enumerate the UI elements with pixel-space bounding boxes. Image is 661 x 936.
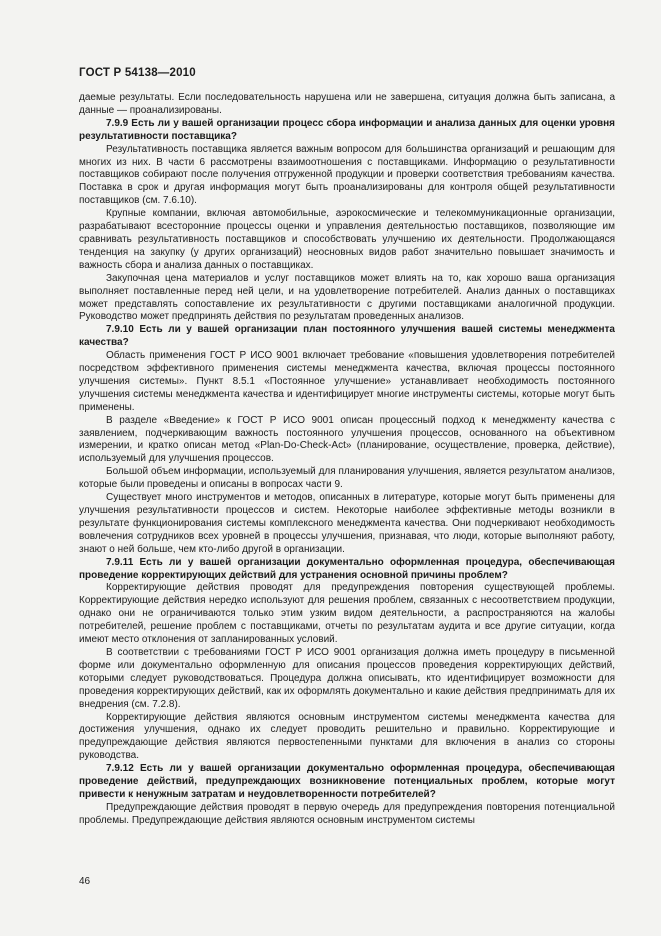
section-heading-7-9-10: 7.9.10 Есть ли у вашей организации план постоянного улучшения вашей системы менеджмента качества? — [79, 324, 615, 349]
paragraph: Корректирующие действия являются основным инструментом системы менеджмента качества для достижения улучшения, однако их следует проводить решительно и правильно. Корректирующие и предупреждающие действия являются первостепенными пунктами для включения в анализ со стороны руководства. — [79, 711, 615, 762]
paragraph: Результативность поставщика является важным вопросом для большинства организаций и решающим для многих из них. В части 6 рассмотрены взаимоотношения с поставщиками. Информацию о результативности поставщиков собирают после получения отгруженной продукции и проверки соответствия требованиям качества. Поставка в срок и другая информация могут быть проанализированы для контроля общей результативности поставщиков (см. 7.6.10). — [79, 143, 615, 207]
paragraph: В разделе «Введение» к ГОСТ Р ИСО 9001 описан процессный подход к менеджменту качества с заявлением, подчеркивающим важность постоянного улучшения процессов, основанного на объективном измерении, и кратко описан метод «Plan-Do-Check-Act» (планирование, осуществление, проверка, действие), используемый для улучшения процессов. — [79, 414, 615, 465]
paragraph: Закупочная цена материалов и услуг поставщиков может влиять на то, как хорошо ваша организация выполняет поставленные перед ней цели, и на удовлетворение потребителей. Анализ данных о поставщиках может представлять сопоставление их результативности с другими поставщиками аналогичной продукции. Руководство может предпринять действия по результатам проведенных анализов. — [79, 272, 615, 323]
paragraph: Корректирующие действия проводят для предупреждения повторения существующей проблемы. Корректирующие действия нередко используют для решения проблем, связанных с несоответствием продукции, однако они не ограничиваются только этим узким видом деятельности, а распространяются на жалобы потребителей, решение проблем с поставщиками, отчеты по результатам аудита и все другие ситуации, когда имеют место отклонения от запланированных условий. — [79, 582, 615, 646]
paragraph: Существует много инструментов и методов, описанных в литературе, которые могут быть применены для улучшения результативности процессов и систем. Некоторые наиболее эффективные методы возникли в результате функционирования системы комплексного менеджмента качества. Они подчеркивают необходимость вовлечения сотрудников всех уровней в процессы улучшения, признавая, что люди, которые выполняют работу, знают о ней больше, чем кто-либо другой в организации. — [79, 492, 615, 555]
paragraph: Крупные компании, включая автомобильные, аэрокосмические и телекоммуникационные организации, разрабатывают всесторонние процессы оценки и управления деятельностью поставщиков, позволяющие им сравнивать результативность поставщиков и способствовать улучшению их деятельности. Продолжающаяся тенденция на закупку (у других организаций) неосновных видов работ значительно повышает значимость и важность сбора и анализа данных о поставщиках. — [79, 208, 615, 271]
paragraph: Область применения ГОСТ Р ИСО 9001 включает требование «повышения удовлетворения потребителей посредством эффективного применения системы менеджмента качества, включая процессы постоянного улучшения системы». Пункт 8.5.1 «Постоянное улучшение» устанавливает необходимость постоянного улучшения системы менеджмента качества и идентифицирует многие инструменты системы, которые могут быть применены. — [79, 350, 615, 413]
paragraph: В соответствии с требованиями ГОСТ Р ИСО 9001 организация должна иметь процедуру в письменной форме или документально оформленную для описания процессов проведения корректирующих действий, которыми следует руководствоваться. Процедура должна описывать, кто идентифицирует возможности для проведения корректирующих действий, как их оформлять документально и какие действия предпринимать для их внедрения (см. 7.2.8). — [79, 646, 615, 710]
section-heading-7-9-11: 7.9.11 Есть ли у вашей организации документально оформленная процедура, обеспечивающая проведение корректирующих действий для устранения основной причины проблем? — [79, 556, 615, 581]
paragraph: даемые результаты. Если последовательность нарушена или не завершена, ситуация должна быть записана, а данные — проанализированы. — [79, 92, 615, 116]
body-text — [79, 92, 615, 828]
document-header: ГОСТ Р 54138—2010 — [79, 67, 196, 79]
section-heading-7-9-12: 7.9.12 Есть ли у вашей организации документально оформленная процедура, обеспечивающая проведение действий, предупреждающих возникновение потенциальных проблем, которые могут привести к ненужным затратам и неудовлетворенности потребителей? — [79, 763, 615, 800]
paragraph: Предупреждающие действия проводят в первую очередь для предупреждения повторения потенциальной проблемы. Предупреждающие действия являются основным инструментом системы — [79, 801, 615, 826]
section-heading-7-9-9: 7.9.9 Есть ли у вашей организации процесс сбора информации и анализа данных для оценки уровня результативности поставщика? — [79, 117, 615, 142]
paragraph: Большой объем информации, используемый для планирования улучшения, является результатом анализов, которые были проведены и описаны в вопросах части 9. — [79, 466, 615, 491]
page-number: 46 — [79, 876, 91, 887]
